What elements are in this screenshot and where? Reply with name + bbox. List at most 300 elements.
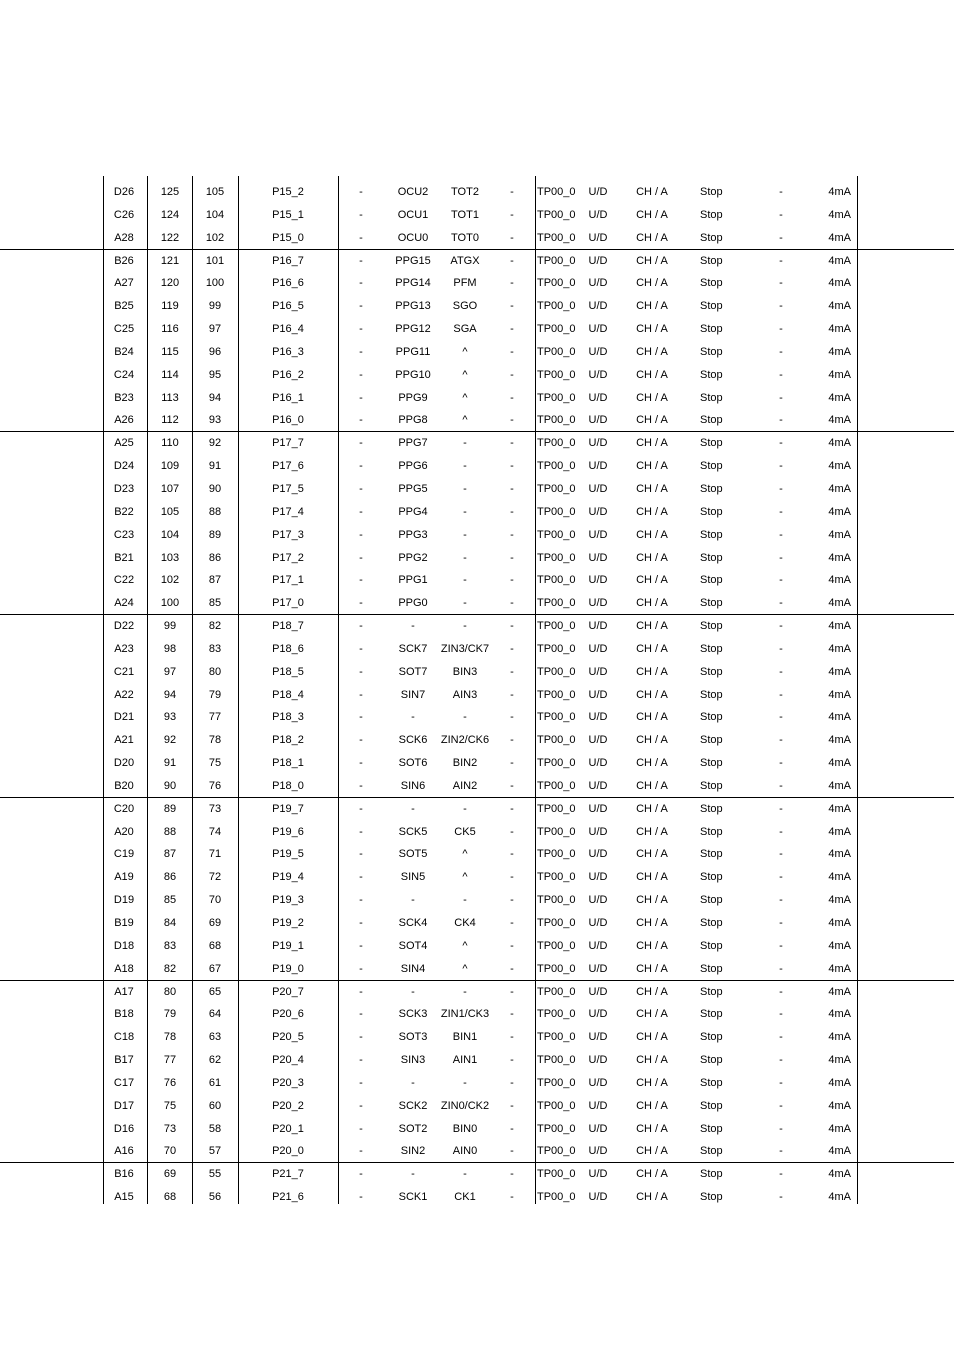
table-cell: 78 (163, 1031, 177, 1044)
table-cell: - (359, 208, 363, 221)
table-cell: P17_0 (272, 597, 304, 610)
table-row (0, 409, 954, 432)
table-cell: - (510, 1076, 514, 1089)
table-cell: CH / A (636, 620, 668, 633)
table-cell: TP00_0 (537, 574, 576, 587)
table-cell: - (510, 620, 514, 633)
table-cell: U/D (588, 300, 608, 313)
table-cell: 102 (160, 574, 180, 587)
table-cell: 124 (160, 208, 180, 221)
table-cell: U/D (588, 437, 608, 450)
table-row (0, 889, 954, 912)
table-cell: TP00_0 (537, 1168, 576, 1181)
table-cell: TP00_0 (537, 917, 576, 929)
table-cell: - (510, 528, 514, 541)
table-cell: 100 (205, 277, 225, 290)
table-cell: - (779, 437, 783, 450)
table-cell: 75 (163, 1099, 177, 1112)
table-cell: 4mA (828, 1122, 851, 1135)
table-cell: - (779, 460, 783, 473)
table-cell: 93 (163, 711, 177, 724)
table-cell: U/D (588, 757, 608, 770)
table-row (0, 569, 954, 592)
table-cell: 90 (163, 779, 177, 792)
table-cell: Stop (700, 323, 723, 336)
table-cell: P19_4 (272, 871, 304, 884)
table-cell: CH / A (636, 711, 668, 724)
table-cell: 105 (160, 505, 180, 518)
table-cell: 77 (163, 1054, 177, 1067)
table-cell: U/D (588, 345, 608, 358)
table-cell: - (510, 917, 514, 929)
table-cell: A15 (114, 1191, 134, 1204)
table-cell: 4mA (828, 323, 851, 336)
table-cell: A27 (114, 277, 134, 290)
table-cell: U/D (588, 1076, 608, 1089)
table-cell: CH / A (636, 1168, 668, 1181)
table-cell: P16_3 (272, 345, 304, 358)
table-cell: 65 (208, 985, 222, 998)
table-cell: 4mA (828, 917, 851, 929)
table-cell: TP00_0 (537, 871, 576, 884)
table-cell: 99 (208, 300, 222, 313)
table-cell: - (463, 894, 467, 907)
table-cell: CH / A (636, 985, 668, 998)
table-cell: A20 (114, 825, 134, 838)
table-row (0, 1186, 954, 1209)
table-cell: - (359, 1076, 363, 1089)
table-cell: Stop (700, 1031, 723, 1044)
table-cell: Stop (700, 186, 723, 198)
table-cell: 4mA (828, 482, 851, 495)
table-cell: P20_1 (272, 1122, 304, 1135)
table-cell: 4mA (828, 620, 851, 633)
table-cell: 4mA (828, 962, 851, 975)
table-cell: - (779, 620, 783, 633)
table-cell: Stop (700, 825, 723, 838)
table-cell: SCK7 (398, 642, 428, 655)
table-cell: 68 (208, 939, 222, 952)
table-cell: CH / A (636, 665, 668, 678)
table-cell: U/D (588, 368, 608, 381)
table-cell: CK5 (454, 825, 476, 838)
table-cell: 4mA (828, 894, 851, 907)
table-cell: 80 (163, 985, 177, 998)
table-cell: 4mA (828, 1031, 851, 1044)
table-cell: 4mA (828, 231, 851, 244)
table-cell: CK1 (454, 1191, 476, 1204)
table-cell: - (359, 734, 363, 747)
table-cell: A24 (114, 597, 134, 610)
table-cell: TP00_0 (537, 1099, 576, 1112)
table-cell: ^ (462, 368, 468, 381)
table-cell: - (510, 300, 514, 313)
table-cell: 90 (208, 482, 222, 495)
table-cell: Stop (700, 391, 723, 404)
table-cell: - (779, 231, 783, 244)
table-cell: 97 (208, 323, 222, 336)
table-cell: P20_0 (272, 1145, 304, 1158)
table-cell: SCK6 (398, 734, 428, 747)
table-cell: Stop (700, 939, 723, 952)
table-cell: - (359, 414, 363, 427)
table-cell: 4mA (828, 528, 851, 541)
table-cell: U/D (588, 1145, 608, 1158)
table-cell: Stop (700, 665, 723, 678)
table-cell: Stop (700, 277, 723, 290)
table-cell: U/D (588, 208, 608, 221)
table-cell: 120 (160, 277, 180, 290)
table-cell: BIN0 (452, 1122, 478, 1135)
table-row (0, 1003, 954, 1026)
table-cell: CH / A (636, 939, 668, 952)
table-cell: - (359, 391, 363, 404)
table-row (0, 341, 954, 364)
table-cell: 121 (160, 254, 180, 267)
table-cell: CH / A (636, 734, 668, 747)
table-cell: BIN1 (452, 1031, 478, 1044)
table-cell: 4mA (828, 414, 851, 427)
table-cell: PPG13 (395, 300, 431, 313)
table-cell: - (779, 323, 783, 336)
table-cell: CH / A (636, 231, 668, 244)
table-cell: - (359, 528, 363, 541)
table-cell: B24 (114, 345, 134, 358)
table-cell: TOT2 (451, 186, 479, 198)
table-cell: P19_3 (272, 894, 304, 907)
table-cell: P15_0 (272, 231, 304, 244)
table-row (0, 775, 954, 798)
table-cell: 75 (208, 757, 222, 770)
table-cell: C25 (113, 323, 135, 336)
table-cell: U/D (588, 254, 608, 267)
table-cell: CH / A (636, 186, 668, 198)
table-cell: TP00_0 (537, 437, 576, 450)
table-cell: P19_7 (272, 802, 304, 815)
table-cell: - (359, 939, 363, 952)
table-cell: 4mA (828, 1008, 851, 1021)
table-cell: ZIN2/CK6 (440, 734, 490, 747)
table-divider-4 (338, 176, 339, 1204)
table-cell: TP00_0 (537, 665, 576, 678)
table-cell: - (359, 642, 363, 655)
table-cell: - (779, 186, 783, 198)
table-cell: U/D (588, 1099, 608, 1112)
table-cell: - (779, 848, 783, 861)
table-cell: CH / A (636, 1054, 668, 1067)
table-cell: - (779, 1191, 783, 1204)
table-cell: - (779, 734, 783, 747)
table-cell: - (463, 505, 467, 518)
table-cell: CH / A (636, 528, 668, 541)
table-cell: 4mA (828, 300, 851, 313)
table-cell: CH / A (636, 848, 668, 861)
table-cell: - (510, 871, 514, 884)
table-cell: - (510, 574, 514, 587)
table-cell: 85 (208, 597, 222, 610)
table-cell: 122 (160, 231, 180, 244)
table-cell: SOT6 (398, 757, 428, 770)
table-cell: 4mA (828, 597, 851, 610)
table-cell: P18_1 (272, 757, 304, 770)
table-cell: 69 (208, 917, 222, 929)
table-cell: 125 (160, 186, 180, 198)
table-cell: - (359, 460, 363, 473)
table-cell: U/D (588, 871, 608, 884)
table-cell: U/D (588, 802, 608, 815)
table-cell: - (359, 1031, 363, 1044)
table-cell: 91 (163, 757, 177, 770)
table-cell: 89 (208, 528, 222, 541)
table-cell: SOT3 (398, 1031, 428, 1044)
table-cell: Stop (700, 368, 723, 381)
table-cell: - (779, 825, 783, 838)
table-row (0, 1163, 954, 1186)
table-cell: - (510, 939, 514, 952)
table-cell: 4mA (828, 574, 851, 587)
table-cell: SIN6 (400, 779, 426, 792)
table-cell: 96 (208, 345, 222, 358)
table-cell: - (463, 802, 467, 815)
table-cell: Stop (700, 1145, 723, 1158)
table-cell: - (779, 939, 783, 952)
table-cell: 101 (205, 254, 225, 267)
table-cell: P17_5 (272, 482, 304, 495)
table-cell: - (359, 323, 363, 336)
table-cell: Stop (700, 894, 723, 907)
table-cell: 74 (208, 825, 222, 838)
table-cell: - (510, 551, 514, 564)
table-cell: TP00_0 (537, 1054, 576, 1067)
table-cell: TP00_0 (537, 1122, 576, 1135)
table-cell: - (359, 1122, 363, 1135)
table-cell: 4mA (828, 1076, 851, 1089)
table-cell: D16 (113, 1122, 135, 1135)
table-cell: 88 (163, 825, 177, 838)
table-cell: P16_4 (272, 323, 304, 336)
table-cell: 73 (163, 1122, 177, 1135)
table-cell: - (510, 505, 514, 518)
table-cell: U/D (588, 460, 608, 473)
table-cell: TP00_0 (537, 391, 576, 404)
table-cell: - (359, 437, 363, 450)
table-cell: - (510, 254, 514, 267)
table-cell: PPG7 (398, 437, 428, 450)
table-cell: TP00_0 (537, 734, 576, 747)
table-cell: P17_6 (272, 460, 304, 473)
table-cell: Stop (700, 551, 723, 564)
table-cell: - (510, 757, 514, 770)
table-cell: - (510, 665, 514, 678)
table-cell: CH / A (636, 460, 668, 473)
table-row (0, 1049, 954, 1072)
table-cell: P16_1 (272, 391, 304, 404)
table-cell: - (411, 802, 415, 815)
table-cell: OCU1 (397, 208, 429, 221)
table-cell: Stop (700, 1122, 723, 1135)
table-cell: - (779, 757, 783, 770)
table-cell: PPG10 (395, 368, 431, 381)
table-cell: - (359, 985, 363, 998)
table-cell: D23 (113, 482, 135, 495)
table-cell: D17 (113, 1099, 135, 1112)
table-cell: - (510, 734, 514, 747)
table-cell: 88 (208, 505, 222, 518)
table-cell: P16_5 (272, 300, 304, 313)
table-cell: 4mA (828, 551, 851, 564)
table-cell: 116 (161, 323, 179, 336)
table-cell: P20_6 (272, 1008, 304, 1021)
table-cell: - (510, 642, 514, 655)
table-cell: - (359, 574, 363, 587)
table-cell: Stop (700, 985, 723, 998)
table-cell: A19 (114, 871, 134, 884)
table-cell: P19_0 (272, 962, 304, 975)
table-row (0, 455, 954, 478)
table-cell: A21 (114, 734, 134, 747)
table-cell: A17 (114, 985, 134, 998)
table-cell: - (779, 1054, 783, 1067)
table-cell: U/D (588, 711, 608, 724)
table-cell: - (779, 505, 783, 518)
table-cell: 4mA (828, 757, 851, 770)
table-cell: TP00_0 (537, 711, 576, 724)
table-cell: 4mA (828, 734, 851, 747)
table-cell: - (779, 391, 783, 404)
table-cell: PPG3 (398, 528, 428, 541)
table-cell: - (411, 620, 415, 633)
table-cell: CH / A (636, 1008, 668, 1021)
table-cell: TP00_0 (537, 802, 576, 815)
table-cell: AIN2 (452, 779, 478, 792)
table-cell: C20 (113, 802, 135, 815)
table-cell: CH / A (636, 917, 668, 929)
table-cell: TP00_0 (537, 528, 576, 541)
table-cell: CH / A (636, 574, 668, 587)
table-row (0, 501, 954, 524)
table-cell: Stop (700, 711, 723, 724)
table-cell: P20_5 (272, 1031, 304, 1044)
table-cell: TP00_0 (537, 985, 576, 998)
table-cell: CH / A (636, 1076, 668, 1089)
table-cell: TP00_0 (537, 231, 576, 244)
table-row (0, 706, 954, 729)
table-cell: U/D (588, 985, 608, 998)
table-row (0, 547, 954, 570)
table-cell: P17_4 (272, 505, 304, 518)
table-cell: U/D (588, 665, 608, 678)
table-cell: 83 (163, 939, 177, 952)
table-cell: Stop (700, 208, 723, 221)
table-cell: B18 (114, 1008, 134, 1021)
table-cell: - (510, 985, 514, 998)
table-cell: 4mA (828, 1145, 851, 1158)
table-cell: Stop (700, 437, 723, 450)
table-cell: 4mA (828, 825, 851, 838)
table-cell: U/D (588, 1054, 608, 1067)
table-cell: TP00_0 (537, 300, 576, 313)
table-cell: TP00_0 (537, 482, 576, 495)
table-row (0, 638, 954, 661)
table-cell: U/D (588, 186, 608, 198)
table-cell: CH / A (636, 1122, 668, 1135)
table-cell: - (779, 597, 783, 610)
table-cell: P18_7 (272, 620, 304, 633)
table-cell: ^ (462, 345, 468, 358)
table-cell: Stop (700, 1008, 723, 1021)
table-cell: PPG14 (395, 277, 431, 290)
table-cell: P18_4 (272, 688, 304, 701)
table-cell: TP00_0 (537, 208, 576, 221)
table-cell: Stop (700, 231, 723, 244)
table-row (0, 295, 954, 318)
table-cell: 79 (163, 1008, 177, 1021)
table-cell: 76 (163, 1076, 177, 1089)
table-cell: Stop (700, 1168, 723, 1181)
table-cell: P19_6 (272, 825, 304, 838)
table-cell: 82 (163, 962, 177, 975)
table-cell: - (359, 894, 363, 907)
table-cell: A16 (114, 1145, 134, 1158)
table-cell: U/D (588, 642, 608, 655)
table-cell: C22 (113, 574, 135, 587)
table-cell: SOT5 (398, 848, 428, 861)
table-row (0, 227, 954, 250)
table-cell: - (510, 482, 514, 495)
table-cell: - (411, 711, 415, 724)
table-cell: 95 (208, 368, 222, 381)
table-cell: 103 (160, 551, 180, 564)
table-cell: U/D (588, 779, 608, 792)
table-cell: U/D (588, 1168, 608, 1181)
table-cell: 4mA (828, 779, 851, 792)
table-cell: - (359, 665, 363, 678)
table-cell: - (779, 665, 783, 678)
table-cell: 86 (208, 551, 222, 564)
table-cell: CH / A (636, 254, 668, 267)
table-cell: 94 (208, 391, 222, 404)
table-cell: - (779, 414, 783, 427)
table-cell: Stop (700, 848, 723, 861)
table-cell: Stop (700, 688, 723, 701)
table-cell: CH / A (636, 871, 668, 884)
table-cell: P17_2 (272, 551, 304, 564)
table-cell: 105 (205, 186, 225, 198)
table-cell: PPG8 (398, 414, 428, 427)
table-cell: U/D (588, 1122, 608, 1135)
table-cell: ^ (462, 939, 468, 952)
table-cell: D22 (113, 620, 135, 633)
table-cell: - (779, 688, 783, 701)
table-cell: 4mA (828, 254, 851, 267)
table-cell: U/D (588, 323, 608, 336)
table-cell: Stop (700, 642, 723, 655)
table-cell: D26 (113, 186, 135, 198)
table-cell: P20_7 (272, 985, 304, 998)
table-cell: TP00_0 (537, 1076, 576, 1089)
table-cell: 77 (208, 711, 222, 724)
table-cell: 4mA (828, 345, 851, 358)
table-cell: PPG15 (395, 254, 431, 267)
table-cell: - (359, 505, 363, 518)
table-cell: - (779, 985, 783, 998)
table-cell: - (463, 985, 467, 998)
table-cell: - (359, 779, 363, 792)
table-cell: - (463, 1168, 467, 1181)
table-cell: - (359, 551, 363, 564)
table-cell: U/D (588, 528, 608, 541)
table-cell: Stop (700, 1191, 723, 1204)
